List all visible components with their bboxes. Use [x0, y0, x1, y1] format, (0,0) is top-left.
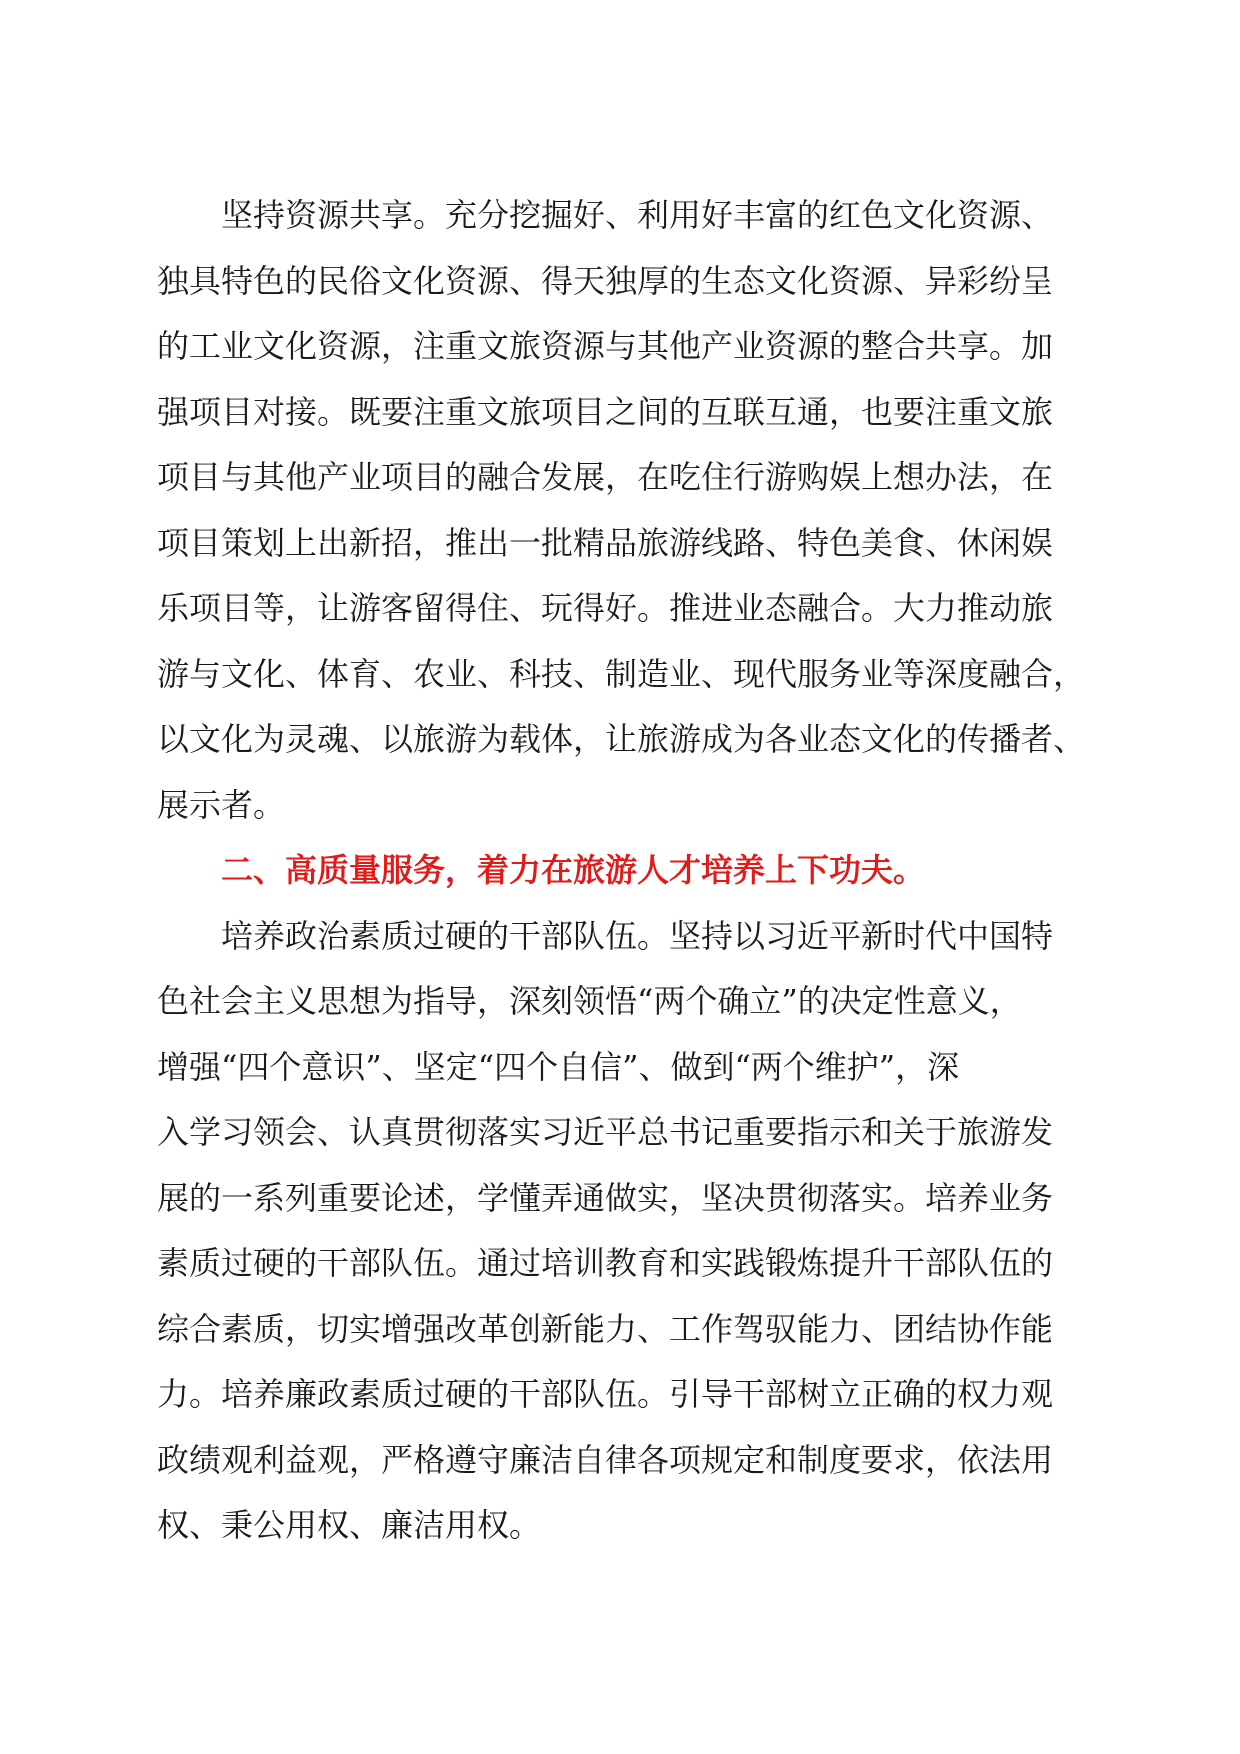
paragraph-line: 以文化为灵魂、以旅游为载体，让旅游成为各业态文化的传播者、	[157, 720, 1086, 758]
paragraph-line: 力。培养廉政素质过硬的干部队伍。引导干部树立正确的权力观	[157, 1375, 1054, 1413]
paragraph-line: 综合素质，切实增强改革创新能力、工作驾驭能力、团结协作能	[157, 1309, 1054, 1348]
paragraph-line: 培养政治素质过硬的干部队伍。坚持以习近平新时代中国特	[221, 916, 1054, 955]
paragraph-line: 增强“四个意识”、坚定“四个自信”、做到“两个维护”，深	[157, 1047, 960, 1086]
paragraph-line: 强项目对接。既要注重文旅项目之间的互联互通，也要注重文旅	[157, 392, 1054, 431]
paragraph-line: 展的一系列重要论述，学懂弄通做实，坚决贯彻落实。培养业务	[157, 1178, 1054, 1217]
paragraph-line: 坚持资源共享。充分挖掘好、利用好丰富的红色文化资源、	[221, 196, 1054, 234]
paragraph-line: 政绩观利益观，严格遵守廉洁自律各项规定和制度要求，依法用	[157, 1440, 1054, 1479]
section-heading: 二、高质量服务，着力在旅游人才培养上下功夫。	[221, 851, 926, 889]
paragraph-line: 展示者。	[157, 785, 286, 824]
paragraph-line: 的工业文化资源，注重文旅资源与其他产业资源的整合共享。加	[157, 327, 1054, 365]
paragraph-line: 素质过硬的干部队伍。通过培训教育和实践锻炼提升干部队伍的	[157, 1244, 1054, 1282]
paragraph-line: 独具特色的民俗文化资源、得天独厚的生态文化资源、异彩纷呈	[157, 261, 1054, 300]
paragraph-line: 项目策划上出新招，推出一批精品旅游线路、特色美食、休闲娱	[157, 523, 1054, 562]
paragraph-line: 权、秉公用权、廉洁用权。	[157, 1506, 542, 1544]
paragraph-line: 游与文化、体育、农业、科技、制造业、现代服务业等深度融合，	[157, 654, 1086, 693]
paragraph-line: 项目与其他产业项目的融合发展，在吃住行游购娱上想办法，在	[157, 458, 1054, 496]
paragraph-line: 入学习领会、认真贯彻落实习近平总书记重要指示和关于旅游发	[157, 1113, 1054, 1151]
document-body	[157, 183, 1086, 1559]
paragraph-line: 乐项目等，让游客留得住、玩得好。推进业态融合。大力推动旅	[157, 589, 1054, 627]
paragraph-line: 色社会主义思想为指导，深刻领悟“两个确立”的决定性意义，	[157, 982, 1022, 1020]
